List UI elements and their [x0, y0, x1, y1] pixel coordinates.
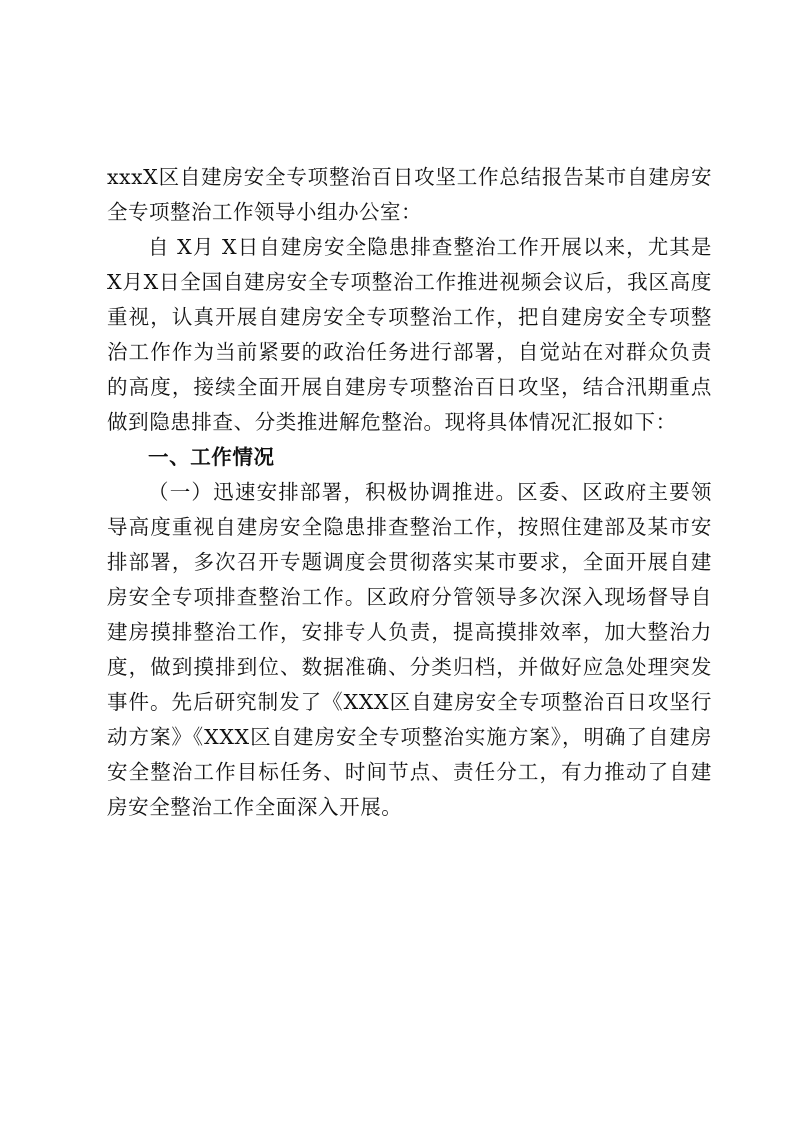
section-heading-work-status: 一、工作情况: [148, 445, 275, 469]
intro-paragraph: 自 X月 X日自建房安全隐患排查整治工作开展以来，尤其是X月X日全国自建房安全专项整治工作推进视频会议后，我区高度重视，认真开展自建房安全专项整治工作，把自建房安全专项整治工作作为当前紧要的政治任务进行部署，自觉站在对群众负责的高度，接续全面开展自建房专项整治百日攻坚，结合汛期重点做到隐患排查、分类推进解危整治。现将具体情况汇报如下：: [107, 235, 712, 434]
document-body: [107, 160, 712, 825]
document-title: xxxX区自建房安全专项整治百日攻坚工作总结报告某市自建房安全专项整治工作领导小组办公室：: [107, 165, 712, 224]
section-paragraph-deployment: （一）迅速安排部署，积极协调推进。区委、区政府主要领导高度重视自建房安全隐患排查整治工作，按照住建部及某市安排部署，多次召开专题调度会贯彻落实某市要求，全面开展自建房安全专项排查整治工作。区政府分管领导多次深入现场督导自建房摸排整治工作，安排专人负责，提高摸排效率，加大整治力度，做到摸排到位、数据准确、分类归档，并做好应急处理突发事件。先后研究制发了《XXX区自建房安全专项整治百日攻坚行动方案》《XXX区自建房安全专项整治实施方案》，明确了自建房安全整治工作目标任务、时间节点、责任分工，有力推动了自建房安全整治工作全面深入开展。: [107, 480, 712, 819]
